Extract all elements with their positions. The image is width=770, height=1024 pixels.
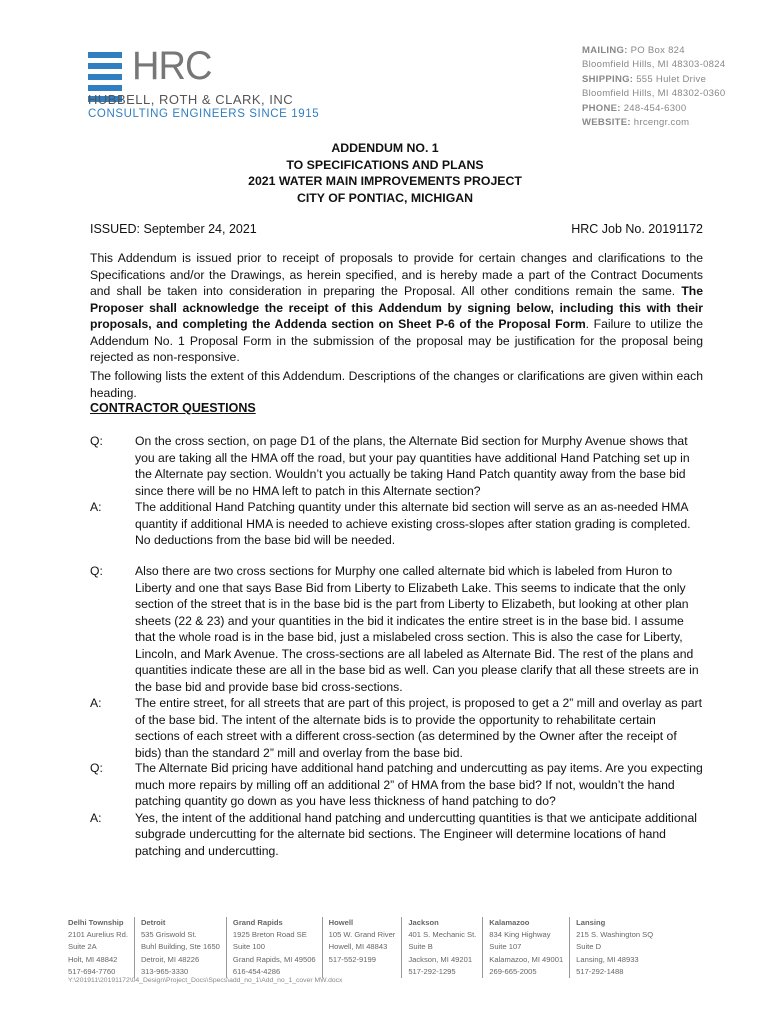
document-title [0,140,770,206]
qa-item [90,760,703,859]
answer-label: A: [90,810,102,825]
issued-date: ISSUED: September 24, 2021 [90,222,257,236]
phone-line: PHONE: 248-454-6300 [582,102,687,114]
question: Q: On the cross section, on page D1 of the plans, the Alternate Bid section for Murphy Avenue shows that you are taking all the HMA off the road, but your pay quantities have additional Hand Patching set up in the Alternate pay section. Wouldn’t you actually be taking Hand Patch quantity away from the base bid since there will be no HMA left to patch in this Alternate section? [90,434,690,498]
title-line4: CITY OF PONTIAC, MICHIGAN [296,190,474,205]
answer: A: The additional Hand Patching quantity under this alternate bid section will serve as an as-needed HMA quantity if additional HMA is needed to achieve existing cross-slopes after station grading is completed. No deductions from the base bid will be needed. [90,500,691,547]
office-howell: Howell 105 W. Grand River Howell, MI 48843 517-552-9199 [322,917,402,978]
office-grand-rapids: Grand Rapids 1925 Breton Road SE Suite 100 Grand Rapids, MI 49506 616-454-4286 [226,917,322,978]
job-number: HRC Job No. 20191172 [571,222,703,236]
shipping-line2: Bloomfield Hills, MI 48302-0360 [582,88,726,100]
website-label: WEBSITE: [582,117,631,129]
question-label: Q: [90,564,103,578]
mailing-line2: Bloomfield Hills, MI 48303-0824 [582,59,726,71]
question-label: Q: [90,434,103,448]
title-line2: TO SPECIFICATIONS AND PLANS [286,157,484,172]
office-footer [68,917,659,978]
office-delhi-township: Delhi Township 2101 Aurelius Rd. Suite 2A Holt, MI 48842 517-694-7760 [68,918,128,976]
qa-item [90,563,703,761]
answer-label: A: [90,500,102,514]
answer: A: The entire street, for all streets that are part of this project, is proposed to get a 2” mill and overlay as part of the base bid. The intent of the alternate bids is to provide the opportunity to rehabilitate certain sections of each street with a different cross-section (as determined by the Owner after the receipt of bids) than the standard 2” mill and overlay from the base bid. [90,696,702,760]
firm-tagline: CONSULTING ENGINEERS SINCE 1915 [88,108,320,120]
office-lansing: Lansing 215 S. Washington SQ Suite D Lansing, MI 48933 517-292-1488 [569,917,659,978]
mailing-line1: MAILING: PO Box 824 [582,45,685,56]
answer-label: A: [90,696,102,710]
question-label: Q: [90,761,103,775]
intro-paragraph: This Addendum is issued prior to receipt of proposals to provide for certain changes and clarifications to the Specifications and/or the Drawings, as herein specified, and is hereby made a part of the Contract Documents and shall be taken into consideration in preparing the Proposal. All other conditions remain the same. The Proposer shall acknowledge the receipt of this Addendum by signing below, including this with their proposals, and completing the Addenda section on Sheet P-6 of the Proposal Form. Failure to utilize the Addendum No. 1 Proposal Form in the submission of the proposal may be justification for the proposal being rejected as non-responsive. [90,251,703,364]
logo-mark: HRC [132,44,212,88]
office-kalamazoo: Kalamazoo 834 King Highway Suite 107 Kalamazoo, MI 49001 269-665-2005 [482,917,569,978]
shipping-label: SHIPPING: [582,73,634,85]
file-path: Y:\201911\20191172\04_Design\Project_Docs\Specs\add_no_1\Add_no_1_cover MW.docx [68,977,343,984]
phone-label: PHONE: [582,102,621,114]
answer: A: Yes, the intent of the additional hand patching and undercutting quantities is that we anticipate additional subgrade undercutting for the alternate bid sections. The Engineer will determine locations of hand patching and undercutting. [90,810,697,858]
firm-name: HUBBELL, ROTH & CLARK, INC [88,92,294,107]
question: Q: Also there are two cross sections for Murphy one called alternate bid which is labeled from Huron to Liberty and one that says Base Bid from Liberty to Elizabeth Lake. This seems to indicate that the only section of the street that is in the base bid is the part from Liberty to Elizabeth, but looking at other plan sheets (22 & 23) and your quantities in the bid it indicates the entire street is in the base bid. I assume that the whole road is in the base bid, just a mislabeled cross section. This is also the case for Liberty, Lincoln, and Mark Avenue. The cross-sections are all labeled as Alternate Bid. The rest of the plans and quantities indicate these are all in the base bid as well. Can you please clarify that all these streets are in the base bid and provide base bid cross-sections. [90,564,699,694]
question: Q: The Alternate Bid pricing have additional hand patching and undercutting as pay items. Are you expecting much more repairs by milling off an additional 2” of HMA from the base bid? If not, wouldn’t the hand patching quantity go down as you have less thickness of hand patching to do? [90,761,703,808]
contact-block [582,44,725,130]
office-jackson: Jackson 401 S. Mechanic St. Suite B Jackson, MI 49201 517-292-1295 [401,917,482,978]
mailing-label: MAILING: [582,45,628,56]
extent-paragraph: The following lists the extent of this Addendum. Descriptions of the changes or clarifications are given within each heading. [90,369,703,400]
website-line [582,116,725,130]
acknowledge-instruction: The Proposer shall acknowledge the receipt of this Addendum by signing below, including this with their proposals, and completing the Addenda section on Sheet P-6 of the Proposal Form [90,284,703,331]
title-line3: 2021 WATER MAIN IMPROVEMENTS PROJECT [248,174,522,188]
section-heading: CONTRACTOR QUESTIONS [90,401,256,415]
shipping-line1: SHIPPING: 555 Hulet Drive [582,73,707,85]
website-link[interactable]: hrcengr.com [633,117,690,129]
qa-item [90,433,703,549]
hrc-logo [88,44,320,122]
office-detroit: Detroit 535 Griswold St. Buhl Building, Ste 1650 Detroit, MI 48226 313-965-3330 [134,917,226,978]
title-line1: ADDENDUM NO. 1 [331,141,439,155]
